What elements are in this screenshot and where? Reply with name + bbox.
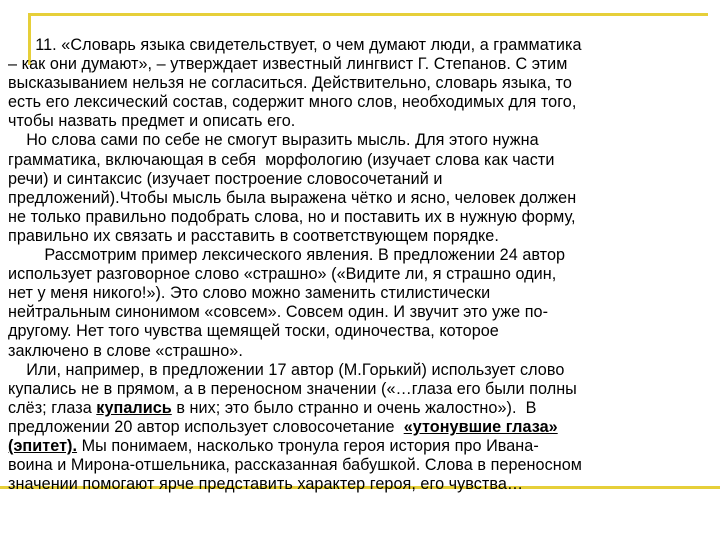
text-line: [8, 189, 716, 208]
text-segment: 11. «Словарь языка свидетельствует, о чем думают люди, а грамматика: [8, 36, 582, 54]
text-segment: слёз; глаза: [8, 398, 97, 417]
text-segment: – как они думают», – утверждает известный лингвист Г. Степанов. С этим: [8, 55, 568, 74]
text-segment: значении помогают ярче представить характер героя, его чувства…: [8, 475, 524, 494]
text-line: [8, 36, 716, 55]
text-line: [8, 399, 716, 418]
text-segment: правильно их связать и расставить в соответствующем порядке.: [8, 226, 499, 245]
text-segment: не только правильно подобрать слова, но и поставить их в нужную форму,: [8, 207, 576, 226]
text-line: [8, 475, 716, 494]
text-segment: Мы понимаем, насколько тронула героя история про Ивана-: [77, 436, 539, 455]
text-segment: предложений).Чтобы мысль была выражена чётко и ясно, человек должен: [8, 188, 577, 207]
text-segment: в них; это было странно и очень жалостно»). В: [171, 398, 537, 417]
text-segment: использует разговорное слово «страшно» («Видите ли, я страшно один,: [8, 265, 557, 284]
text-line: [8, 361, 716, 380]
text-segment: есть его лексический состав, содержит много слов, необходимых для того,: [8, 93, 577, 112]
text-segment: речи) и синтаксис (изучает построение словосочетаний и: [8, 169, 443, 188]
emphasized-phrase: купались: [96, 398, 172, 417]
text-segment: грамматика, включающая в себя морфологию (изучает слова как части: [8, 150, 555, 169]
text-segment: Или, например, в предложении 17 автор (М.Горький) использует слово: [8, 360, 565, 379]
essay-text-block: [8, 36, 716, 494]
text-line: [8, 151, 716, 170]
text-segment: Но слова сами по себе не смогут выразить мысль. Для этого нужна: [8, 131, 539, 150]
text-segment: нейтральным синонимом «совсем». Совсем один. И звучит это уже по-: [8, 303, 549, 322]
slide-frame-top-line: [28, 13, 708, 16]
text-line: [8, 303, 716, 322]
emphasized-phrase: «утонувшие глаза»: [403, 417, 558, 436]
text-line: [8, 170, 716, 189]
text-line: [8, 265, 716, 284]
text-line: [8, 112, 716, 131]
text-line: [8, 227, 716, 246]
text-segment: нет у меня никого!»). Это слово можно заменить стилистически: [8, 284, 491, 303]
text-segment: другому. Нет того чувства щемящей тоски, одиночества, которое: [8, 322, 499, 341]
text-line: [8, 456, 716, 475]
text-line: [8, 246, 716, 265]
text-segment: Рассмотрим пример лексического явления. В предложении 24 автор: [8, 246, 566, 265]
text-segment: заключено в слове «страшно».: [8, 341, 243, 360]
emphasized-phrase: (эпитет).: [8, 436, 78, 455]
text-line: [8, 55, 716, 74]
text-line: [8, 93, 716, 112]
text-line: [8, 418, 716, 437]
text-line: [8, 322, 716, 341]
text-line: [8, 380, 716, 399]
text-line: [8, 131, 716, 150]
text-line: [8, 284, 716, 303]
text-segment: предложении 20 автор использует словосочетание: [8, 417, 404, 436]
text-segment: чтобы назвать предмет и описать его.: [8, 112, 296, 131]
text-segment: воина и Мирона-отшельника, рассказанная бабушкой. Слова в переносном: [8, 456, 582, 475]
text-line: [8, 342, 716, 361]
text-segment: купались не в прямом, а в переносном значении («…глаза его были полны: [8, 379, 577, 398]
text-line: [8, 437, 716, 456]
text-segment: высказыванием нельзя не согласиться. Действительно, словарь языка, то: [8, 74, 572, 93]
text-line: [8, 208, 716, 227]
text-line: [8, 74, 716, 93]
